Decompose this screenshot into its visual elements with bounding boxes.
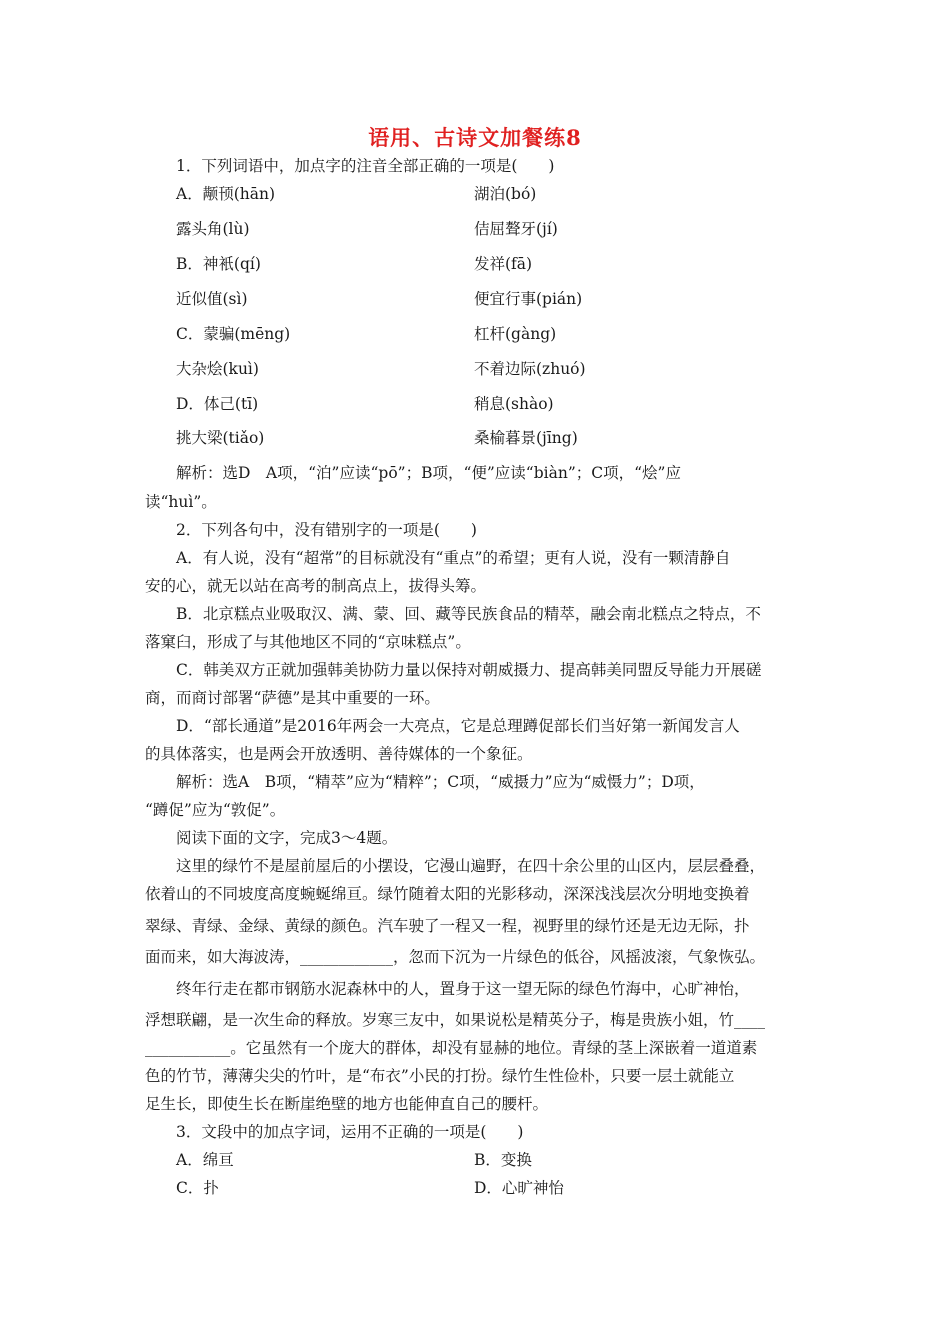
- q2-option-b-line2: 落窠臼，形成了与其他地区不同的“京味糕点”。: [145, 633, 471, 651]
- q1-analysis-line2: 读“huì”。: [145, 493, 217, 511]
- q2-stem: 2．下列各句中，没有错别字的一项是( ): [176, 521, 477, 539]
- q1-row6-right: 不着边际(zhuó): [474, 360, 586, 378]
- q1-row5-left: C．蒙骗(mēng): [176, 325, 291, 343]
- q1-stem: 1．下列词语中，加点字的注音全部正确的一项是( ): [176, 157, 555, 175]
- q1-row4-right: 便宜行事(pián): [474, 290, 583, 308]
- passage-p2-line5: 足生长，即使生长在断崖绝壁的地方也能伸直自己的腰杆。: [145, 1095, 549, 1113]
- q1-row5-right: 杠杆(gàng): [474, 325, 557, 343]
- q2-option-d-line2: 的具体落实，也是两会开放透明、善待媒体的一个象征。: [145, 745, 533, 763]
- q2-option-c-line1: C．韩美双方正就加强韩美协防力量以保持对朝威摄力、提高韩美同盟反导能力开展磋: [176, 661, 762, 679]
- passage-p1-line4: 面而来，如大海波涛，____________，忽而下沉为一片绿色的低谷，风摇波滚，气象恢弘。: [145, 948, 766, 966]
- q1-analysis-line1: 解析：选D A项，“泊”应读“pō”；B项，“便”应读“biàn”；C项，“烩”应: [176, 464, 681, 482]
- passage-p2-line1: 终年行走在都市钢筋水泥森林中的人，置身于这一望无际的绿色竹海中，心旷神怡，: [176, 980, 750, 998]
- q1-row3-right: 发祥(fā): [474, 255, 533, 273]
- q2-option-a-line2: 安的心，就无以站在高考的制高点上，拔得头筹。: [145, 577, 487, 595]
- passage-p1-line3: 翠绿、青绿、金绿、黄绿的颜色。汽车驶了一程又一程，视野里的绿竹还是无边无际，扑: [145, 917, 750, 935]
- q1-row3-left: B．神衹(qí): [176, 255, 261, 273]
- q2-option-d-line1: D．“部长通道”是2016年两会一大亮点，它是总理蹲促部长们当好第一新闻发言人: [176, 717, 740, 735]
- q3-stem: 3．文段中的加点字词，运用不正确的一项是( ): [176, 1123, 524, 1141]
- passage-p2-line3: ___________。它虽然有一个庞大的群体，却没有显赫的地位。青绿的茎上深嵌着一道道素: [145, 1039, 758, 1057]
- q2-option-b-line1: B．北京糕点业吸取汉、满、蒙、回、藏等民族食品的精萃，融会南北糕点之特点，不: [176, 605, 761, 623]
- q1-row8-right: 桑榆暮景(jīng): [474, 429, 578, 447]
- q2-option-c-line2: 商，而商讨部署“萨德”是其中重要的一环。: [145, 689, 440, 707]
- passage-p1-line1: 这里的绿竹不是屋前屋后的小摆设，它漫山遍野，在四十余公里的山区内，层层叠叠，: [176, 857, 766, 875]
- q3-option-c: C．扑: [176, 1179, 219, 1197]
- page-title: 语用、古诗文加餐练8: [368, 125, 582, 150]
- q1-row2-right: 佶屈聱牙(jí): [474, 220, 558, 238]
- q3-option-a: A．绵亘: [176, 1151, 234, 1169]
- passage-p1-line2: 依着山的不同坡度高度蜿蜒绵亘。绿竹随着太阳的光影移动，深深浅浅层次分明地变换着: [145, 885, 750, 903]
- reading-intro: 阅读下面的文字，完成3～4题。: [176, 829, 398, 847]
- q3-option-b: B．变换: [474, 1151, 532, 1169]
- q1-row1-left: A．颟顸(hān): [176, 185, 275, 203]
- passage-p2-line4: 色的竹节，薄薄尖尖的竹叶，是“布衣”小民的打扮。绿竹生性俭朴，只要一层土就能立: [145, 1067, 735, 1085]
- q2-analysis-line1: 解析：选A B项，“精萃”应为“精粹”；C项，“威摄力”应为“威慑力”；D项，: [176, 773, 705, 791]
- q3-option-d: D．心旷神怡: [474, 1179, 564, 1197]
- q1-row8-left: 挑大梁(tiǎo): [176, 429, 265, 447]
- q2-option-a-line1: A．有人说，没有“超常”的目标就没有“重点”的希望；更有人说，没有一颗清静自: [176, 549, 731, 567]
- q1-row2-left: 露头角(lù): [176, 220, 250, 238]
- q1-row7-left: D．体己(tī): [176, 395, 259, 413]
- q1-row1-right: 湖泊(bó): [474, 185, 537, 203]
- q1-row4-left: 近似值(sì): [176, 290, 248, 308]
- q1-row6-left: 大杂烩(kuì): [176, 360, 259, 378]
- passage-p2-line2: 浮想联翩，是一次生命的释放。岁寒三友中，如果说松是精英分子，梅是贵族小姐，竹____: [145, 1011, 766, 1029]
- q2-analysis-line2: “蹲促”应为“敦促”。: [145, 801, 286, 819]
- q1-row7-right: 稍息(shào): [474, 395, 554, 413]
